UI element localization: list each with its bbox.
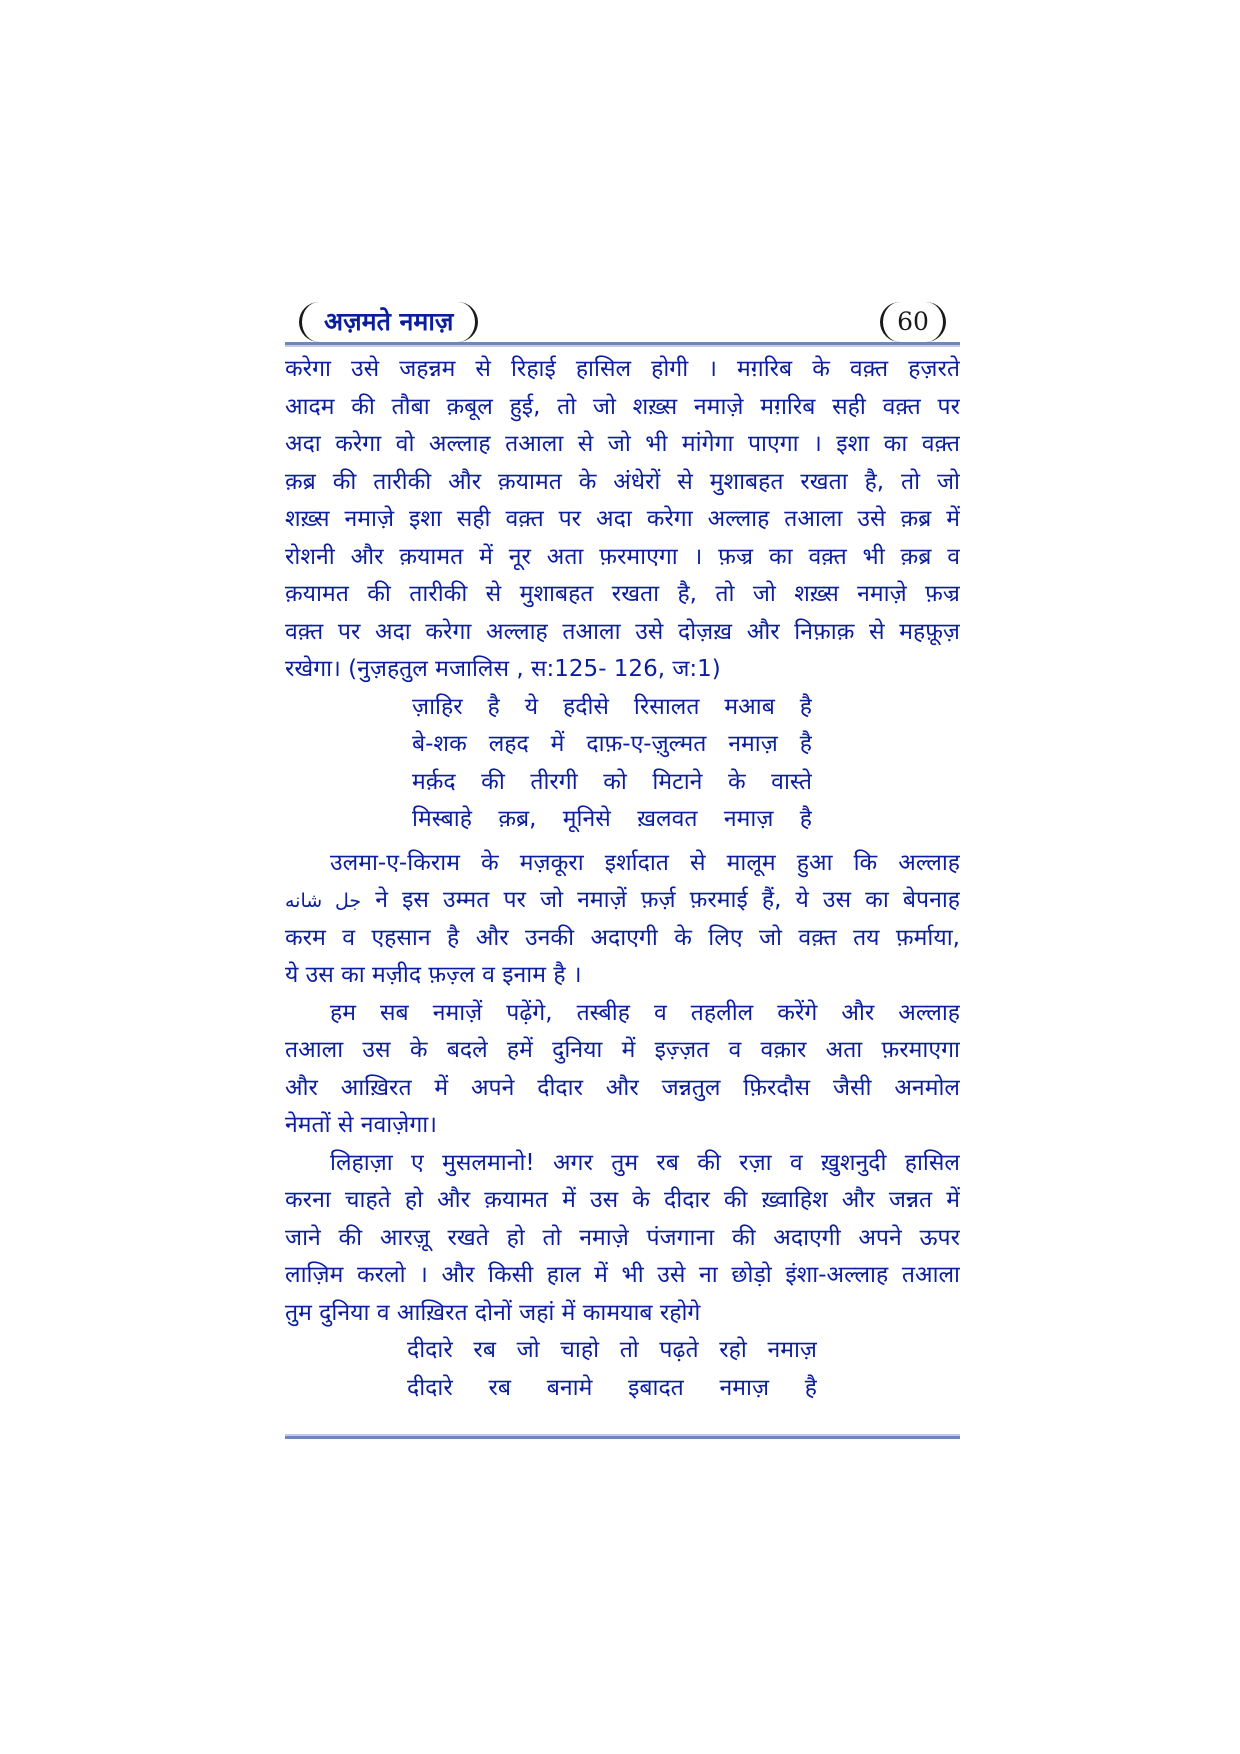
verse-block-2 [285, 1332, 960, 1407]
text-line: अदा करेगा वो अल्लाह तआला से जो भी मांगेगा पाएगा । इशा का वक़्त [285, 431, 960, 457]
text-line: ये उस का मज़ीद फ़ज़्ल व इनाम है । [285, 962, 582, 988]
verse-line: मर्क़द की तीरगी को मिटाने के वास्ते [412, 768, 812, 795]
text-line: करना चाहते हो और क़यामत में उस के दीदार की ख़्वाहिश और जन्नत में [285, 1187, 960, 1213]
verse-line: मिस्बाहे क़ब्र, मूनिसे ख़लवत नमाज़ है [412, 806, 812, 832]
page-number: 60 [880, 302, 946, 342]
text-line: करेगा उसे जहन्नम से रिहाई हासिल होगी । मग़रिब के वक़्त हज़रते [285, 356, 960, 382]
verse-block-1 [285, 689, 960, 839]
text-line: शख़्स नमाज़े इशा सही वक़्त पर अदा करेगा अल्लाह तआला उसे क़ब्र में [285, 506, 960, 532]
arabic-phrase: جل شانه [285, 890, 362, 912]
text-line [285, 882, 960, 920]
text-line: क़यामत की तारीकी से मुशाबहत रखता है, तो जो शख़्स नमाज़े फ़ज्र [285, 581, 960, 607]
footer-divider [285, 1434, 960, 1439]
verse-line: दीदारे रब जो चाहो तो पढ़ते रहो नमाज़ [407, 1337, 817, 1363]
text-line: तुम दुनिया व आख़िरत दोनों जहां में कामयाब रहोगे [285, 1299, 701, 1326]
text-span: ने इस उम्मत पर जो नमाज़ें फ़र्ज़ फ़रमाई हैं, ये उस का बेपनाह [375, 887, 960, 913]
text-line: नेमतों से नवाज़ेगा। [285, 1112, 437, 1138]
text-line: लिहाज़ा ए मुसलमानो! अगर तुम रब की रज़ा व ख़ुशनुदी हासिल [330, 1149, 960, 1176]
text-line: जाने की आरज़ू रखते हो तो नमाज़े पंजगाना की अदाएगी अपने ऊपर [285, 1224, 960, 1251]
text-line: क़ब्र की तारीकी और क़यामत के अंधेरों से मुशाबहत रखता है, तो जो [285, 468, 960, 495]
text-line: लाज़िम करलो । और किसी हाल में भी उसे ना छोड़ो इंशा-अल्लाह तआला [285, 1262, 960, 1288]
paragraph-4 [285, 1145, 960, 1333]
paragraph-3 [285, 995, 960, 1145]
text-line: करम व एहसान है और उनकी अदाएगी के लिए जो वक़्त तय फ़र्माया, [285, 924, 960, 951]
text-line: और आख़िरत में अपने दीदार और जन्नतुल फ़िरदौस जैसी अनमोल [285, 1074, 960, 1101]
text-line: उलमा-ए-किराम के मज़कूरा इर्शादात से मालूम हुआ कि अल्लाह [330, 849, 960, 876]
book-title: अज़मते नमाज़ [299, 302, 478, 342]
verse-line: बे-शक लहद में दाफ़-ए-ज़ुल्मत नमाज़ है [412, 731, 812, 757]
page-header [285, 298, 960, 348]
text-line: रोशनी और क़यामत में नूर अता फ़रमाएगा । फ़ज्र का वक़्त भी क़ब्र व [285, 543, 960, 570]
text-line: वक़्त पर अदा करेगा अल्लाह तआला उसे दोज़ख़ और निफ़ाक़ से महफ़ूज़ [285, 618, 960, 645]
verse-line: ज़ाहिर है ये हदीसे रिसालत मआब है [412, 693, 812, 720]
header-divider [285, 342, 960, 347]
verse-line: दीदारे रब बनामे इबादत नमाज़ है [407, 1374, 817, 1401]
text-line: तआला उस के बदले हमें दुनिया में इज़्ज़त व वक़ार अता फ़रमाएगा [285, 1037, 960, 1063]
page-content [285, 351, 960, 1413]
paragraph-2 [285, 845, 960, 995]
text-line: आदम की तौबा क़बूल हुई, तो जो शख़्स नमाज़े मग़रिब सही वक़्त पर [285, 393, 960, 420]
paragraph-1 [285, 351, 960, 689]
text-line: हम सब नमाज़ें पढ़ेंगे, तस्बीह व तहलील करेंगे और अल्लाह [330, 999, 960, 1026]
text-line-citation: रखेगा। (नुज़हतुल मजालिस , स:125- 126, ज:1) [285, 656, 721, 682]
